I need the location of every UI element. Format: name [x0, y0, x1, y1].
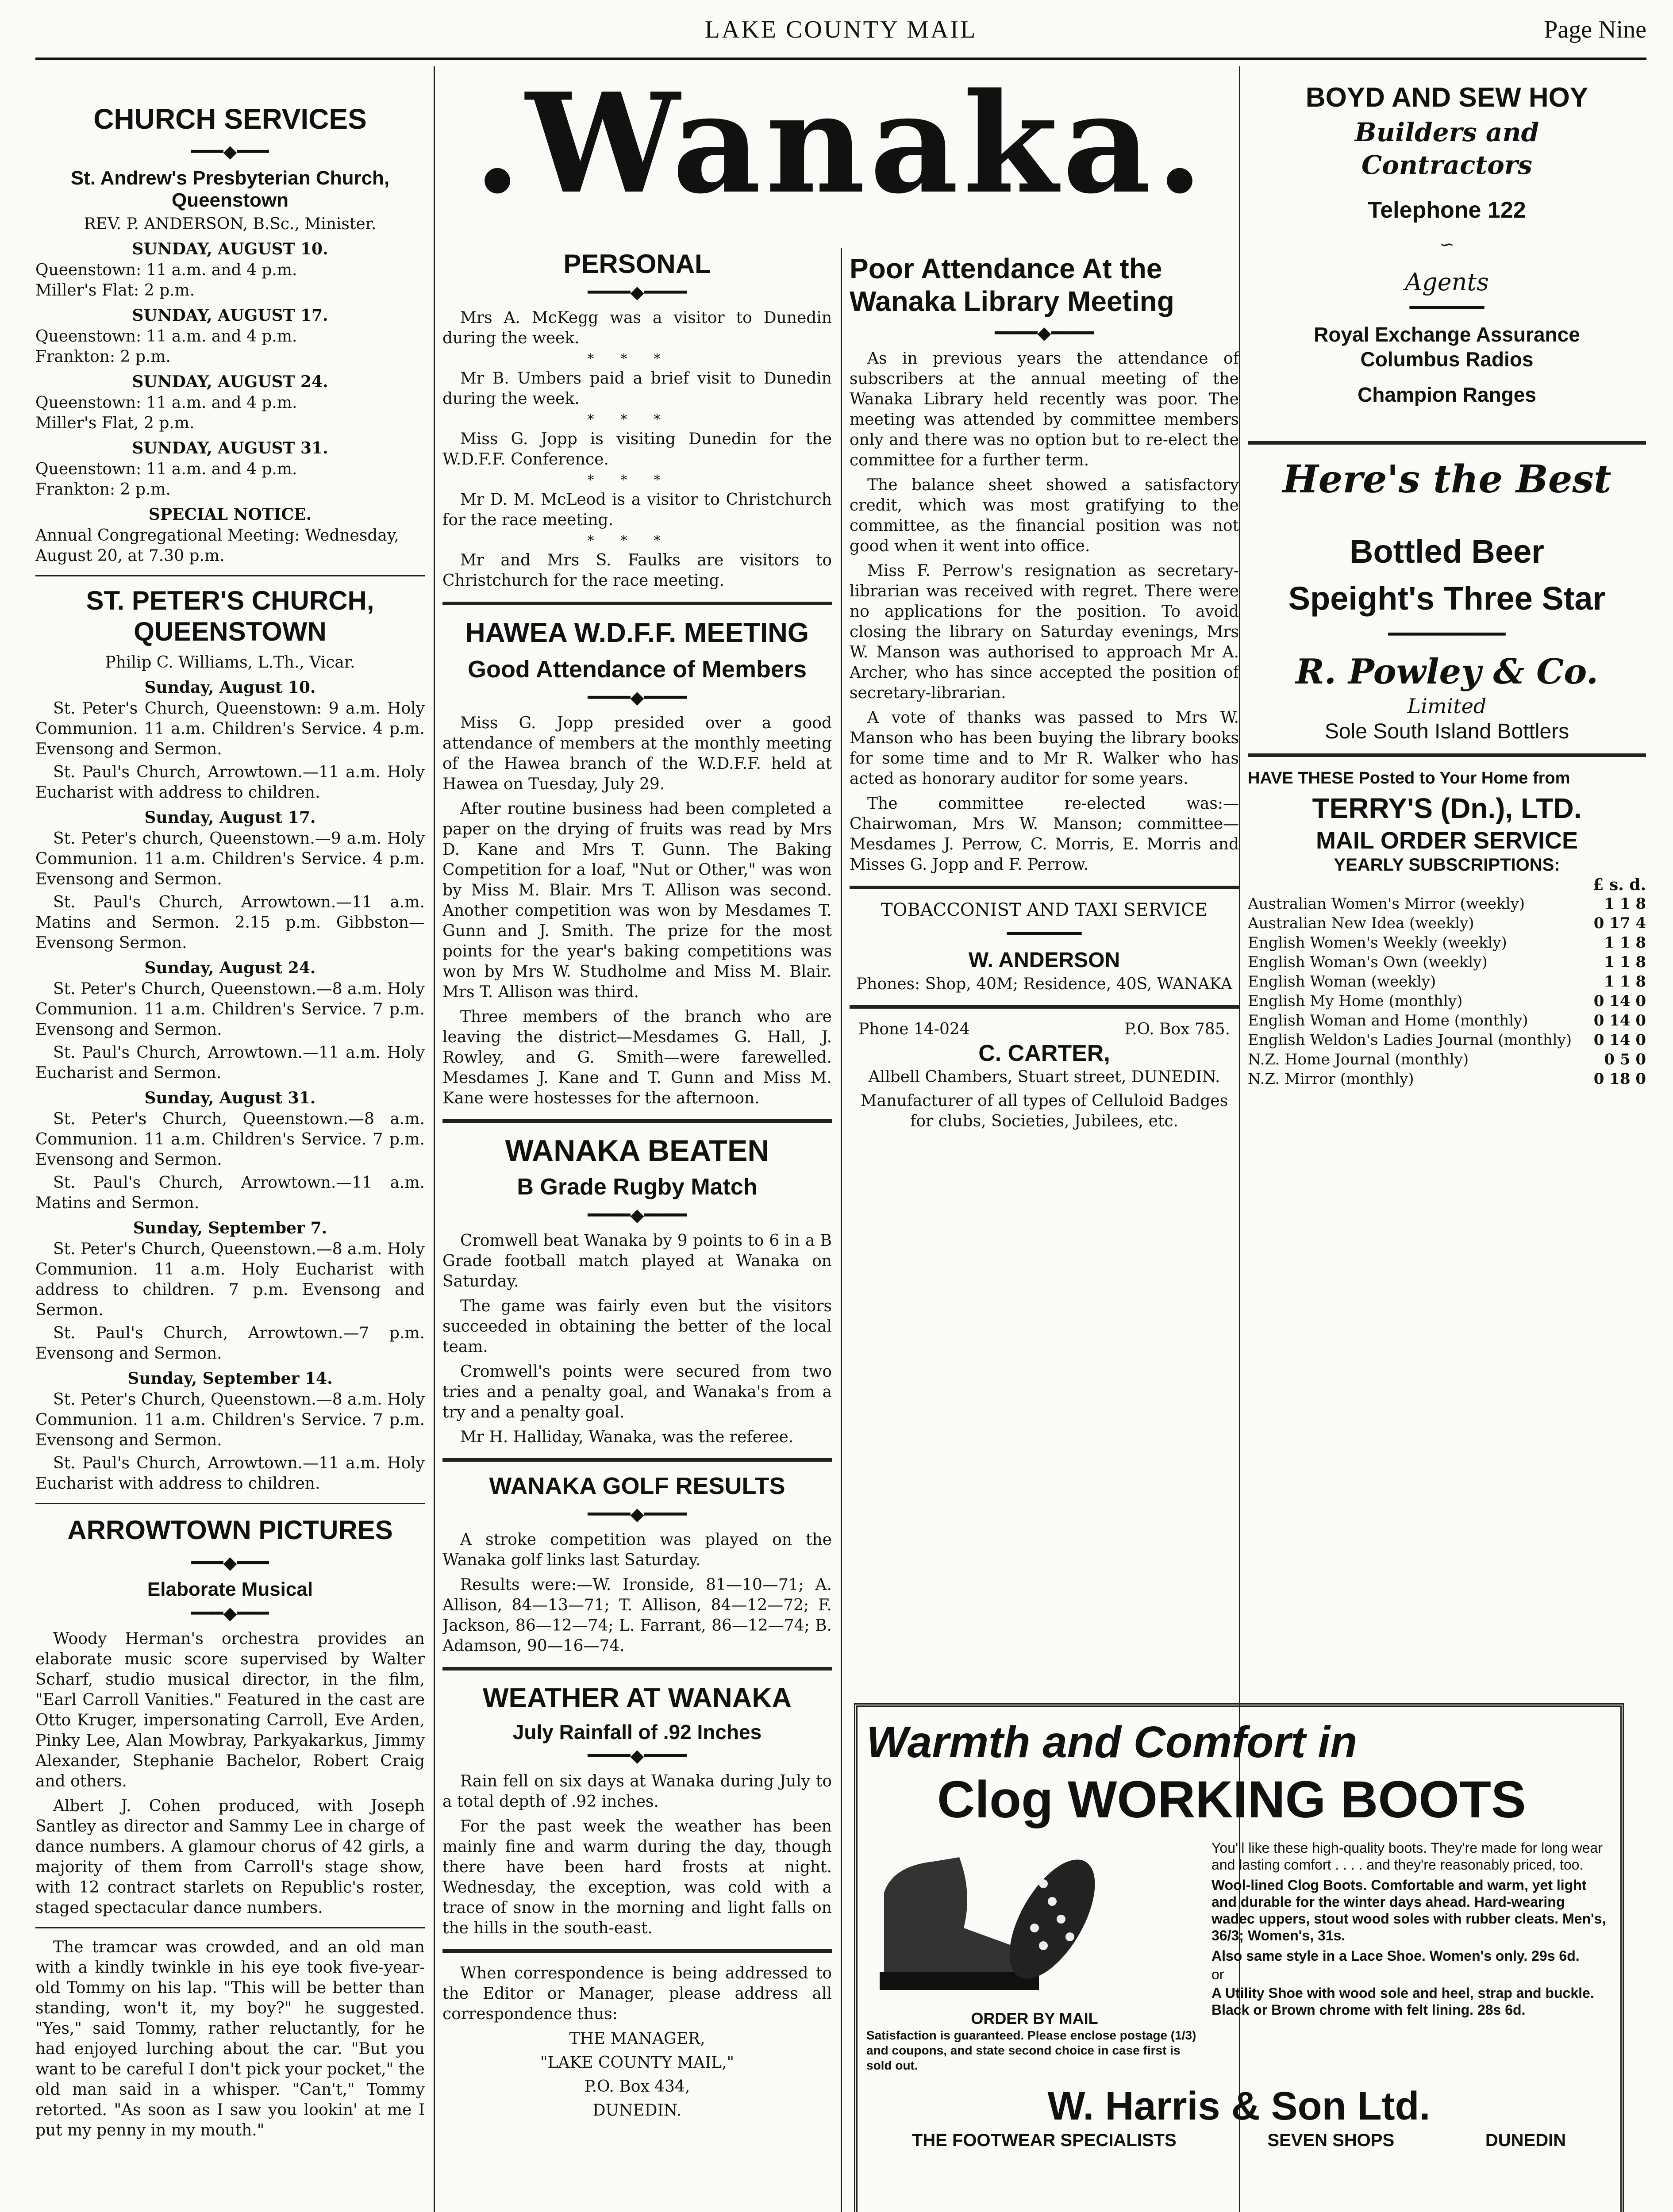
boots-guarantee: Satisfaction is guaranteed. Please enclose postage (1/3) and coupons, and state second choice in case first is sold out. — [866, 2028, 1196, 2072]
carter-desc: Manufacturer of all types of Celluloid Badges for clubs, Societies, Jubilees, etc. — [860, 1092, 1228, 1130]
schedule-item: St. Peter's Church, Queenstown.—8 a.m. Communion. 11 a.m. Children's Service. 7 p.m. Evensong and Sermon. — [35, 1110, 425, 1169]
st-peters-vicar: Philip C. Williams, L.Th., Vicar. — [105, 653, 355, 672]
schedule-item: St. Paul's Church, Arrowtown.—7 p.m. Evensong and Sermon. — [35, 1324, 425, 1363]
sub-title: English Weldon's Ladies Journal (monthly) — [1248, 1031, 1572, 1049]
tobacconist-title: TOBACCONIST AND TAXI SERVICE — [881, 900, 1208, 920]
ornament: ━━━━◆━━━━ — [995, 323, 1094, 343]
agency: Royal Exchange Assurance — [1314, 323, 1580, 346]
sub-title: English Woman and Home (monthly) — [1248, 1012, 1528, 1029]
table-row — [1248, 952, 1646, 972]
personal-item: Mr and Mrs S. Faulks are visitors to Christchurch for the race meeting. — [442, 551, 832, 590]
table-row — [1248, 991, 1646, 1011]
divider — [442, 1458, 832, 1462]
library-para: As in previous years the attendance of subscribers at the annual meeting of the Wanaka Library held recently was poor. The meeting was attended by committee members only and there was no option but to re-elect the committee for a further term. — [850, 349, 1239, 469]
golf-para: A stroke competition was played on the Wanaka golf links last Saturday. — [442, 1531, 832, 1569]
beer-ad — [1248, 455, 1646, 743]
boots-title-2: Clog WORKING BOOTS — [937, 1770, 1526, 1829]
boot-illustration — [866, 1839, 1203, 2073]
hawea-para: After routine business had been completed a paper on the drying of fruits was read by Mrs D. Kane and Mrs T. Gunn. The Baking Competition for a loaf, "Nut or Other," was won by Miss M. Blair. Mrs T. Allison was second. Another competition was won by Mesdames T. Gunn and J. Smith. The prize for the most points for the year's baking competitions was won by Mrs W. Studholme and Miss M. Blair. Mrs T. Allison was third. — [442, 800, 832, 1001]
sub-price: 0 14 0 — [1593, 1012, 1646, 1029]
table-row — [1248, 1069, 1646, 1089]
masthead — [35, 9, 1646, 60]
schedule-item: St. Paul's Church, Arrowtown.—11 a.m. Matins and Sermon. 2.15 p.m. Gibbston—Evensong Sermon. — [35, 893, 425, 952]
st-peters-name: ST. PETER'S CHURCH, QUEENSTOWN — [86, 586, 374, 646]
divider — [35, 1503, 425, 1504]
schedule-line: Queenstown: 11 a.m. and 4 p.m. — [35, 460, 297, 478]
schedule-line: Miller's Flat, 2 p.m. — [35, 414, 195, 432]
terrys-service: MAIL ORDER SERVICE — [1315, 827, 1578, 854]
beer-company: R. Powley & Co. — [1295, 652, 1599, 692]
arrowtown-subheading: Elaborate Musical — [147, 1578, 313, 1600]
terrys-yearly: YEARLY SUBSCRIPTIONS: — [1334, 855, 1560, 875]
table-row — [1248, 1011, 1646, 1030]
divider — [442, 602, 832, 605]
boyd-name: BOYD AND SEW HOY — [1305, 82, 1588, 113]
schedule-day: Sunday, August 24. — [144, 959, 316, 977]
column-church — [35, 66, 425, 2212]
sub-price: 1 1 8 — [1604, 973, 1646, 991]
boyd-line: Contractors — [1361, 150, 1532, 180]
schedule-day: SUNDAY, AUGUST 24. — [132, 373, 328, 391]
arrowtown-heading: ARROWTOWN PICTURES — [67, 1515, 393, 1545]
weather-para: Rain fell on six days at Wanaka during July to a total depth of .92 inches. — [442, 1772, 832, 1811]
table-row — [1248, 933, 1646, 952]
sub-price: 1 1 8 — [1604, 953, 1646, 971]
correspondence-line: P.O. Box 434, — [584, 2078, 690, 2096]
golf-heading: WANAKA GOLF RESULTS — [489, 1473, 785, 1499]
schedule-day: Sunday, September 7. — [133, 1219, 327, 1237]
beaten-para: Mr H. Halliday, Wanaka, was the referee. — [460, 1428, 794, 1446]
beer-line: Bottled Beer — [1350, 533, 1544, 570]
special-notice-text: Annual Congregational Meeting: Wednesday, August 20, at 7.30 p.m. — [35, 526, 399, 565]
table-row — [1248, 1030, 1646, 1050]
ornament: ━━━◆━━━ — [191, 1553, 269, 1573]
column-ads — [1248, 66, 1646, 1681]
table-row — [1248, 914, 1646, 933]
ornament: ━━━◆━━━ — [191, 1603, 269, 1624]
terrys-name: TERRY'S (Dn.), LTD. — [1312, 792, 1582, 824]
schedule-item: St. Peter's Church, Queenstown.—8 a.m. Holy Communion. 11 a.m. Children's Service. 7 p.m. Evensong and Sermon. — [35, 1390, 425, 1449]
library-para: A vote of thanks was passed to Mrs W. Manson who has been buying the library books for some time and to Mr R. Walker who has acted as honorary auditor for some years. — [850, 709, 1239, 788]
sub-title: English Women's Weekly (weekly) — [1248, 934, 1507, 952]
ornament: ━━━━━━━ — [1007, 924, 1082, 944]
subscriptions-table — [1248, 894, 1646, 1089]
boots-company: W. Harris & Son Ltd. — [1047, 2084, 1431, 2128]
hawea-para: Three members of the branch who are leaving the district—Mesdames G. Hall, J. Rowley, and G. Smith—were farewelled. Mesdames J. Kane and T. Gunn and Miss M. Kane were hostesses for the afternoon. — [442, 1008, 832, 1107]
column-rule — [434, 66, 435, 2212]
carter-address: Allbell Chambers, Stuart street, DUNEDIN. — [868, 1068, 1220, 1086]
star-separator: *** — [587, 412, 687, 427]
weather-para: For the past week the weather has been mainly fine and warm during the day, though there have been hard frosts at night. Wednesday, the exception, was cold with a trace of snow in the morning and light falls on the hills in the south-east. — [442, 1817, 832, 1937]
agency: Columbus Radios — [1360, 348, 1534, 371]
sub-price: 0 17 4 — [1593, 914, 1646, 932]
beaten-para: Cromwell's points were secured from two tries and a penalty goal, and Wanaka's from a try and a penalty goal. — [442, 1363, 832, 1421]
arrowtown-para: Woody Herman's orchestra provides an elaborate music score supervised by Walter Scharf, studio musical director, in the film, "Earl Carroll Vanities." Featured in the cast are Otto Kruger, impersonating Carroll, Eve Arden, Pinky Lee, Alan Mowbray, Parkyakarkus, Jimmy Alexander, Stephanie Bachelor, Robert Craig and others. — [35, 1630, 425, 1790]
correspondence-text: When correspondence is being addressed to the Editor or Manager, please address all correspondence thus: — [442, 1964, 832, 2023]
ornament: ━━━━━━━━━━━ — [1388, 624, 1506, 645]
tobacconist-phones: Phones: Shop, 40M; Residence, 40S, WANAKA — [856, 975, 1232, 993]
personal-item: Mr B. Umbers paid a brief visit to Dunedin during the week. — [442, 369, 832, 408]
weather-heading: WEATHER AT WANAKA — [483, 1683, 792, 1713]
schedule-item: St. Paul's Church, Arrowtown.—11 a.m. Holy Eucharist with address to children. — [35, 1454, 425, 1493]
schedule-day: SUNDAY, AUGUST 10. — [132, 240, 328, 258]
schedule-day: SUNDAY, AUGUST 31. — [132, 439, 328, 457]
library-heading: Poor Attendance At the Wanaka Library Meeting — [850, 253, 1174, 317]
personal-heading: PERSONAL — [563, 249, 711, 279]
schedule-day: Sunday, August 10. — [144, 678, 316, 697]
wanaka-banner: .Wanaka. — [473, 63, 1208, 224]
divider — [35, 1927, 425, 1928]
personal-item: Mr D. M. McLeod is a visitor to Christchurch for the race meeting. — [442, 491, 832, 529]
st-andrews-name: St. Andrew's Presbyterian Church, Queenstown — [70, 167, 390, 211]
church-heading: CHURCH SERVICES — [93, 103, 367, 135]
arrowtown-para: Albert J. Cohen produced, with Joseph Santley as director and Sammy Lee in charge of dance numbers. A glamour chorus of 42 girls, a majority of them from Carroll's stage show, with 12 contract starlets on Republic's roster, staged spectacular dance numbers. — [35, 1797, 425, 1917]
divider — [850, 886, 1239, 889]
hawea-para: Miss G. Jopp presided over a good attendance of members at the monthly meeting of the Hawea branch of the W.D.F.F. held at Hawea on Tuesday, July 29. — [442, 714, 832, 793]
divider — [442, 1949, 832, 1953]
terrys-cols: £ s. d. — [1592, 876, 1646, 894]
schedule-item: St. Peter's Church, Queenstown.—8 a.m. Holy Communion. 11 a.m. Holy Eucharist with address to children. 7 p.m. Evensong and Sermon. — [35, 1240, 425, 1319]
schedule-item: St. Peter's Church, Queenstown.—8 a.m. Holy Communion. 11 a.m. Children's Service. 7 p.m. Evensong and Sermon. — [35, 980, 425, 1039]
schedule-line: Frankton: 2 p.m. — [35, 348, 171, 366]
schedule-item: St. Peter's Church, Queenstown: 9 a.m. Holy Communion. 11 a.m. Children's Service. 4 p.m. Evensong and Sermon. — [35, 699, 425, 758]
hawea-subheading: Good Attendance of Members — [467, 656, 807, 683]
beaten-subheading: B Grade Rugby Match — [517, 1174, 758, 1200]
sub-title: N.Z. Home Journal (monthly) — [1248, 1051, 1469, 1068]
boyd-agents: Agents — [1405, 268, 1489, 296]
schedule-line: Queenstown: 11 a.m. and 4 p.m. — [35, 327, 297, 346]
schedule-day: Sunday, August 31. — [144, 1089, 316, 1107]
table-row — [1248, 1050, 1646, 1069]
ornament: ━━━━◆━━━━ — [588, 282, 687, 303]
golf-para: Results were:—W. Ironside, 81—10—71; A. Allison, 84—13—71; T. Allison, 84—12—72; F. Jackson, 86—12—74; L. Farrant, 86—12—74; B. Adamson, 90—16—74. — [442, 1576, 832, 1655]
divider — [1248, 753, 1646, 757]
boots-desc: A Utility Shoe with wood sole and heel, strap and buckle. Black or Brown chrome with felt lining. 28s 6d. — [1211, 1985, 1594, 2018]
page-number: Page Nine — [1544, 16, 1646, 43]
sub-title: N.Z. Mirror (monthly) — [1248, 1070, 1414, 1088]
beer-headline: Here's the Best — [1282, 457, 1611, 502]
schedule-item: St. Paul's Church, Arrowtown.—11 a.m. Holy Eucharist with address to children. — [35, 763, 425, 802]
library-para: Miss F. Perrow's resignation as secretary-librarian was received with regret. There were no applications for the position. To avoid closing the library on Saturday evenings, Mrs W. Manson was authorised to approach Mr A. Archer, who has since accepted the position of secretary-librarian. — [850, 562, 1239, 702]
divider — [35, 575, 425, 576]
schedule-day: Sunday, September 14. — [127, 1369, 333, 1388]
correspondence-line: THE MANAGER, — [569, 2030, 705, 2048]
st-andrews-minister: REV. P. ANDERSON, B.Sc., Minister. — [84, 215, 377, 233]
carter-ad — [850, 1019, 1239, 1132]
terrys-ad — [1248, 768, 1646, 1089]
star-separator: *** — [587, 472, 687, 488]
boyd-phone: Telephone 122 — [1368, 197, 1526, 223]
beer-line: Speight's Three Star — [1288, 580, 1606, 617]
schedule-line: Miller's Flat: 2 p.m. — [35, 281, 195, 300]
sub-price: 0 18 0 — [1593, 1070, 1646, 1088]
carter-phone: Phone 14-024 — [858, 1020, 970, 1038]
divider — [442, 1119, 832, 1123]
personal-item: Miss G. Jopp is visiting Dunedin for the W.D.F.F. Conference. — [442, 430, 832, 469]
ornament: ━━━━━━━ — [1409, 298, 1485, 318]
table-row — [1248, 972, 1646, 991]
boots-footer: THE FOOTWEAR SPECIALISTS — [911, 2131, 1177, 2150]
weather-subheading: July Rainfall of .92 Inches — [512, 1720, 762, 1743]
beaten-heading: WANAKA BEATEN — [505, 1134, 769, 1167]
boots-or: or — [1211, 1966, 1224, 1982]
sub-price: 1 1 8 — [1604, 895, 1646, 913]
anecdote: The tramcar was crowded, and an old man with a kindly twinkle in his eye took five-year-old Tommy on his lap. "This will be better than standing, won't it, my boy?" he suggested. "Yes," said Tommy, rather reluctantly, for he had enjoyed lurching about the car. "But you want to be careful I don't pick your pocket," the old man said in a whisper. "Can't," Tommy retorted. "As soon as I saw you lookin' at me I put my penny in my mouth." — [35, 1938, 425, 2139]
sub-title: English Woman (weekly) — [1248, 973, 1436, 991]
st-peters-schedule — [35, 676, 425, 1494]
agency: Champion Ranges — [1358, 383, 1536, 406]
carter-box: P.O. Box 785. — [1124, 1020, 1230, 1038]
schedule-day: SUNDAY, AUGUST 17. — [132, 306, 328, 325]
schedule-line: Queenstown: 11 a.m. and 4 p.m. — [35, 394, 297, 412]
carter-name: C. CARTER, — [978, 1041, 1110, 1066]
boot-icon — [866, 1839, 1096, 2008]
ornament: ━━━━◆━━━━ — [588, 687, 687, 708]
boots-footer: SEVEN SHOPS — [1267, 2131, 1395, 2150]
sub-price: 1 1 8 — [1604, 934, 1646, 952]
schedule-line: Queenstown: 11 a.m. and 4 p.m. — [35, 261, 297, 279]
divider — [850, 1005, 1239, 1009]
schedule-item: St. Peter's church, Queenstown.—9 a.m. Holy Communion. 11 a.m. Children's Service. 4 p.m. Evensong and Sermon. — [35, 830, 425, 888]
boots-desc: Wool-lined Clog Boots. Comfortable and warm, yet light and durable for the winter days ahead. Hard-wearing wadec uppers, stout wood soles with rubber cleats. Men's, 36/3; Women's, 31s. — [1211, 1877, 1606, 1943]
boots-desc: You'll like these high-quality boots. They're made for long wear and lasting comfort . . . . and they're reasonably priced, too. — [1211, 1840, 1603, 1873]
boots-ad — [854, 1703, 1624, 2212]
beaten-para: Cromwell beat Wanaka by 9 points to 6 in a B Grade football match played at Wanaka on Saturday. — [442, 1232, 832, 1290]
sub-price: 0 14 0 — [1593, 992, 1646, 1010]
ornament: ━━━◆━━━ — [191, 142, 269, 162]
tobacconist-ad — [850, 900, 1239, 995]
sub-title: English My Home (monthly) — [1248, 992, 1463, 1010]
correspondence-line: DUNEDIN. — [592, 2101, 682, 2120]
sub-title: English Woman's Own (weekly) — [1248, 953, 1488, 971]
sub-title: Australian New Idea (weekly) — [1248, 914, 1474, 932]
schedule-item: St. Paul's Church, Arrowtown.—11 a.m. Holy Eucharist and Sermon. — [35, 1044, 425, 1082]
sub-price: 0 5 0 — [1604, 1051, 1646, 1068]
boots-footer: DUNEDIN — [1485, 2131, 1566, 2150]
special-notice-heading: SPECIAL NOTICE. — [148, 505, 312, 524]
column-wanaka-news — [442, 248, 832, 2212]
boots-title-1: Warmth and Comfort in — [866, 1717, 1358, 1767]
beer-bottlers: Sole South Island Bottlers — [1324, 720, 1569, 743]
sub-title: Australian Women's Mirror (weekly) — [1248, 895, 1525, 913]
schedule-line: Frankton: 2 p.m. — [35, 480, 171, 499]
table-row — [1248, 894, 1646, 914]
boyd-line: Builders and — [1354, 117, 1539, 147]
ornament: ━━━━◆━━━━ — [588, 1746, 687, 1766]
library-para: The committee re-elected was:—Chairwoman, Mrs W. Manson; committee—Mesdames J. Perrow, C. Morris, E. Morris and Misses G. Jopp and F. Perrow. — [850, 795, 1239, 874]
ornament: ━━━━◆━━━━ — [588, 1504, 687, 1525]
divider — [1248, 441, 1646, 445]
schedule-item: St. Paul's Church, Arrowtown.—11 a.m. Matins and Sermon. — [35, 1174, 425, 1212]
beer-limited: Limited — [1407, 694, 1487, 718]
terrys-intro: HAVE THESE Posted to Your Home from — [1248, 769, 1570, 787]
divider — [442, 1667, 832, 1671]
correspondence-line: "LAKE COUNTY MAIL," — [540, 2054, 735, 2072]
column-rule — [841, 248, 842, 2212]
library-para: The balance sheet showed a satisfactory credit, which was most gratifying to the committee, as the financial position was not good when it went into office. — [850, 476, 1239, 555]
boots-order: ORDER BY MAIL — [971, 2009, 1098, 2028]
star-separator: *** — [587, 351, 687, 367]
boots-desc: Also same style in a Lace Shoe. Women's only. 29s 6d. — [1211, 1948, 1580, 1964]
masthead-title: LAKE COUNTY MAIL — [704, 16, 977, 43]
ornament: ━━━━◆━━━━ — [588, 1205, 687, 1225]
beaten-para: The game was fairly even but the visitors succeeded in obtaining the better of the local team. — [442, 1297, 832, 1356]
ornament: ∽ — [1439, 234, 1454, 255]
boyd-ad — [1248, 84, 1646, 406]
hawea-heading: HAWEA W.D.F.F. MEETING — [465, 618, 809, 648]
star-separator: *** — [587, 533, 687, 549]
personal-item: Mrs A. McKegg was a visitor to Dunedin during the week. — [442, 309, 832, 347]
tobacconist-name: W. ANDERSON — [968, 949, 1120, 972]
st-andrews-schedule — [35, 238, 425, 566]
sub-price: 0 14 0 — [1593, 1031, 1646, 1049]
schedule-day: Sunday, August 17. — [144, 808, 316, 827]
